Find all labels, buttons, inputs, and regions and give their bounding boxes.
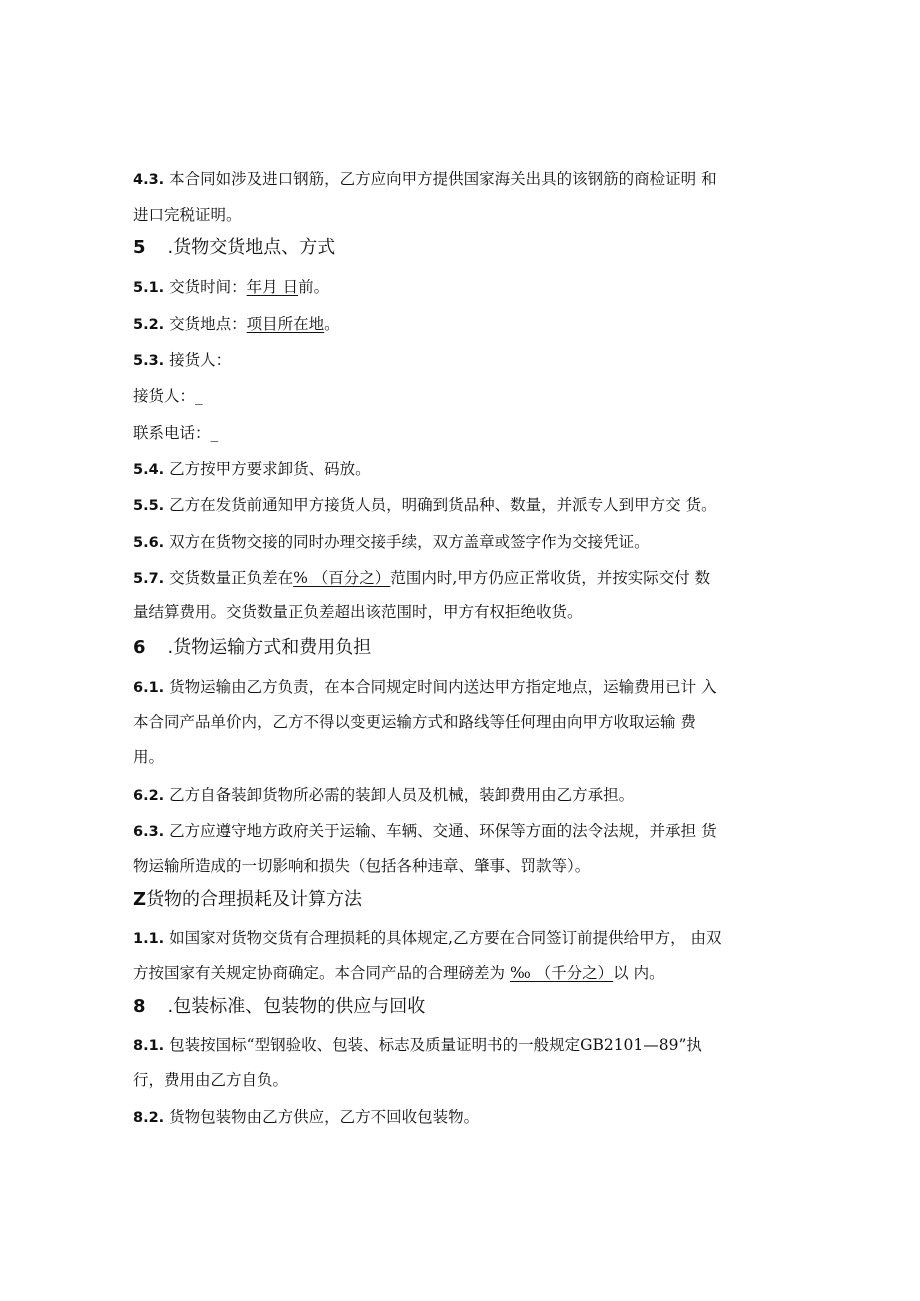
clause-text: 双方在货物交接的同时办理交接手续，双方盖章或签字作为交接凭证。 [169, 533, 650, 551]
clause-8-1-line-2: 行，费用由乙方自负。 [133, 1071, 289, 1089]
section-number: 5 [133, 237, 146, 258]
section-title: .包装标准、包装物的供应与回收 [167, 996, 426, 1017]
clause-number: 5.4. [133, 462, 165, 478]
clause-number: 5.2. [133, 317, 165, 333]
clause-suffix: 前。 [298, 278, 330, 296]
section-title: .货物交货地点、方式 [167, 237, 336, 258]
clause-6-1-line-2: 本合同产品单价内，乙方不得以变更运输方式和路线等任何理由向甲方收取运输 费 [133, 713, 696, 731]
clause-number: 4.3. [133, 172, 165, 188]
section-title: 货物的合理损耗及计算方法 [146, 889, 363, 910]
clause-number: 6.3. [133, 824, 165, 840]
clause-text: 乙方自备装卸货物所必需的装卸人员及机械，装卸费用由乙方承担。 [169, 786, 635, 804]
clause-1-1-line-2 [133, 962, 793, 984]
clause-6-1-line-1 [133, 676, 793, 699]
clause-text: 货物包装物由乙方供应，乙方不回收包装物。 [169, 1108, 480, 1126]
receiver-line: 接货人：_ [133, 387, 203, 405]
clause-4-3-line-2: 进口完税证明。 [133, 206, 242, 224]
clause-text: 范围内时,甲方仍应正常收货，并按实际交付 数 [390, 569, 711, 587]
clause-suffix: 。 [324, 315, 340, 333]
clause-8-1-line-1 [133, 1034, 793, 1057]
section-heading-6 [133, 636, 793, 660]
delivery-place-field: 项目所在地 [246, 315, 325, 333]
clause-number: 5.5. [133, 498, 165, 514]
clause-5-4 [133, 458, 793, 481]
clause-number: 8.1. [133, 1038, 165, 1054]
clause-5-7-line-2: 量结算费用。交货数量正负差超出该范围时，甲方有权拒绝收货。 [133, 603, 583, 621]
clause-text: 包装按国标“型钢验收、包装、标志及质量证明书的一般规定GB2101—89”执 [169, 1036, 702, 1054]
clause-4-3-line-1 [133, 168, 793, 191]
clause-text: 货物运输由乙方负责，在本合同规定时间内送达甲方指定地点，运输费用已计 入 [169, 678, 717, 696]
clause-number: 8.2. [133, 1110, 165, 1126]
clause-5-2 [133, 313, 793, 336]
clause-text: 交货数量正负差在 [169, 569, 294, 587]
section-title: .货物运输方式和费用负担 [167, 637, 372, 658]
clause-5-1 [133, 276, 793, 299]
clause-number: 5.6. [133, 535, 165, 551]
clause-text: 以 内。 [613, 964, 665, 982]
section-number: 8 [133, 996, 146, 1017]
clause-6-1-line-3: 用。 [133, 748, 165, 766]
clause-6-2 [133, 784, 793, 807]
section-heading-5 [133, 236, 793, 260]
clause-8-2 [133, 1106, 793, 1129]
clause-number: 5.7. [133, 571, 165, 587]
clause-5-5 [133, 494, 793, 517]
clause-text: 如国家对货物交货有合理损耗的具体规定,乙方要在合同签订前提供给甲方， 由双 [169, 929, 722, 947]
clause-number: 1.1. [133, 931, 165, 947]
quantity-tolerance-field: % （百分之） [293, 569, 391, 587]
clause-1-1-line-1 [133, 927, 793, 950]
clause-text: 接货人： [169, 351, 232, 369]
clause-5-7-line-1 [133, 567, 793, 590]
clause-number: 6.2. [133, 788, 165, 804]
clause-label: 交货时间： [169, 278, 247, 296]
delivery-time-field: 年月 日 [246, 278, 299, 296]
clause-5-3 [133, 349, 793, 372]
clause-number: 5.1. [133, 280, 165, 296]
clause-text: 乙方按甲方要求卸货、码放。 [169, 460, 371, 478]
section-heading-7 [133, 888, 793, 912]
clause-text: 乙方在发货前通知甲方接货人员，明确到货品种、数量，并派专人到甲方交 货。 [169, 496, 717, 514]
clause-6-3-line-2: 物运输所造成的一切影响和损失（包括各种违章、肇事、罚款等）。 [133, 857, 591, 875]
section-heading-8 [133, 995, 793, 1019]
clause-text: 乙方应遵守地方政府关于运输、车辆、交通、环保等方面的法令法规，并承担 货 [169, 822, 717, 840]
phone-line: 联系电话：_ [133, 424, 219, 442]
clause-number: 6.1. [133, 680, 165, 696]
clause-5-6 [133, 531, 793, 554]
clause-label: 交货地点： [169, 315, 247, 333]
clause-number: 5.3. [133, 353, 165, 369]
section-number: 6 [133, 637, 146, 658]
clause-text: 方按国家有关规定协商确定。本合同产品的合理磅差为 [133, 964, 510, 982]
clause-text: 本合同如涉及进口钢筋，乙方应向甲方提供国家海关出具的该钢筋的商检证明 和 [169, 170, 717, 188]
clause-6-3-line-1 [133, 820, 793, 843]
weighing-tolerance-field: ‰ （千分之） [509, 964, 614, 982]
section-number: Z [133, 889, 147, 910]
